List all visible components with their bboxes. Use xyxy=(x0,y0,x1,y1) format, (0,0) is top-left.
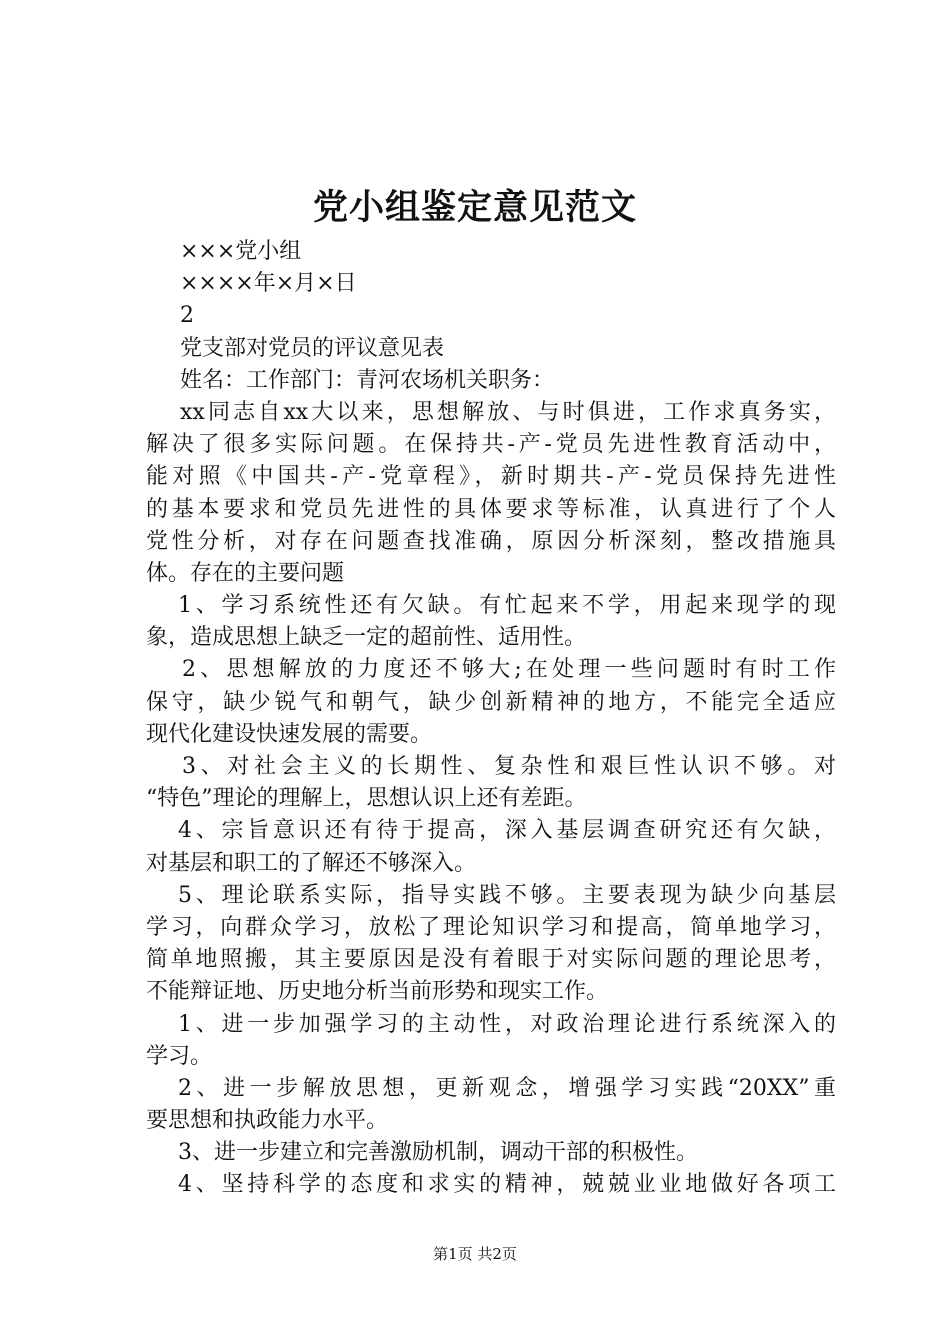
text-line: 解决了很多实际问题。在保持共-产-党员先进性教育活动中， xyxy=(146,432,836,458)
text-line: 1、学习系统性还有欠缺。有忙起来不学，用起来现学的现 xyxy=(178,593,836,619)
text-line: 2、思想解放的力度还不够大;在处理一些问题时有时工作 xyxy=(182,657,836,683)
text-line: 保守，缺少锐气和朝气，缺少创新精神的地方，不能完全适应 xyxy=(146,689,836,715)
document-body xyxy=(146,236,836,1202)
text-line: “特色”理论的理解上，思想认识上还有差距。 xyxy=(146,786,587,812)
text-line: ×××党小组 xyxy=(180,239,302,264)
text-line: 3、对社会主义的长期性、复杂性和艰巨性认识不够。对 xyxy=(182,754,836,779)
text-line: 的基本要求和党员先进性的具体要求等标准，认真进行了个人 xyxy=(146,496,836,522)
text-line: 不能辩证地、历史地分析当前形势和现实工作。 xyxy=(146,979,609,1005)
text-line: 学习，向群众学习，放松了理论知识学习和提高，简单地学习， xyxy=(146,914,836,940)
page-footer: 第1页 共2页 xyxy=(433,1245,517,1263)
text-line: 2 xyxy=(180,303,194,329)
text-line: 简单地照搬，其主要原因是没有着眼于对实际问题的理论思考， xyxy=(146,947,836,973)
text-line: 党支部对党员的评议意见表 xyxy=(180,335,445,361)
text-line: 党性分析，对存在问题查找准确，原因分析深刻，整改措施具 xyxy=(146,528,836,554)
text-line: 4、宗旨意识还有待于提高，深入基层调查研究还有欠缺， xyxy=(178,818,836,844)
text-line: 1、进一步加强学习的主动性，对政治理论进行系统深入的 xyxy=(178,1011,836,1037)
text-line: xx同志自xx大以来，思想解放、与时俱进，工作求真务实， xyxy=(180,399,836,425)
text-line: 体。存在的主要问题 xyxy=(146,560,345,586)
text-line: ××××年×月×日 xyxy=(180,271,357,297)
text-line: 现代化建设快速发展的需要。 xyxy=(146,721,433,747)
text-line: 学习。 xyxy=(146,1043,213,1069)
page-title: 党小组鉴定意见范文 xyxy=(312,187,637,228)
text-line: 能对照《中国共-产-党章程》，新时期共-产-党员保持先进性 xyxy=(146,464,836,490)
text-line: 姓名：工作部门：青河农场机关职务： xyxy=(180,367,555,393)
text-line: 5、理论联系实际，指导实践不够。主要表现为缺少向基层 xyxy=(178,882,836,908)
text-line: 2、进一步解放思想，更新观念，增强学习实践“20XX”重 xyxy=(178,1075,836,1101)
text-line: 象，造成思想上缺乏一定的超前性、适用性。 xyxy=(146,625,587,651)
text-line: 4、坚持科学的态度和求实的精神，兢兢业业地做好各项工 xyxy=(178,1172,836,1198)
text-line: 要思想和执政能力水平。 xyxy=(146,1108,389,1134)
text-line: 3、进一步建立和完善激励机制，调动干部的积极性。 xyxy=(178,1140,698,1166)
text-line: 对基层和职工的了解还不够深入。 xyxy=(146,850,477,876)
